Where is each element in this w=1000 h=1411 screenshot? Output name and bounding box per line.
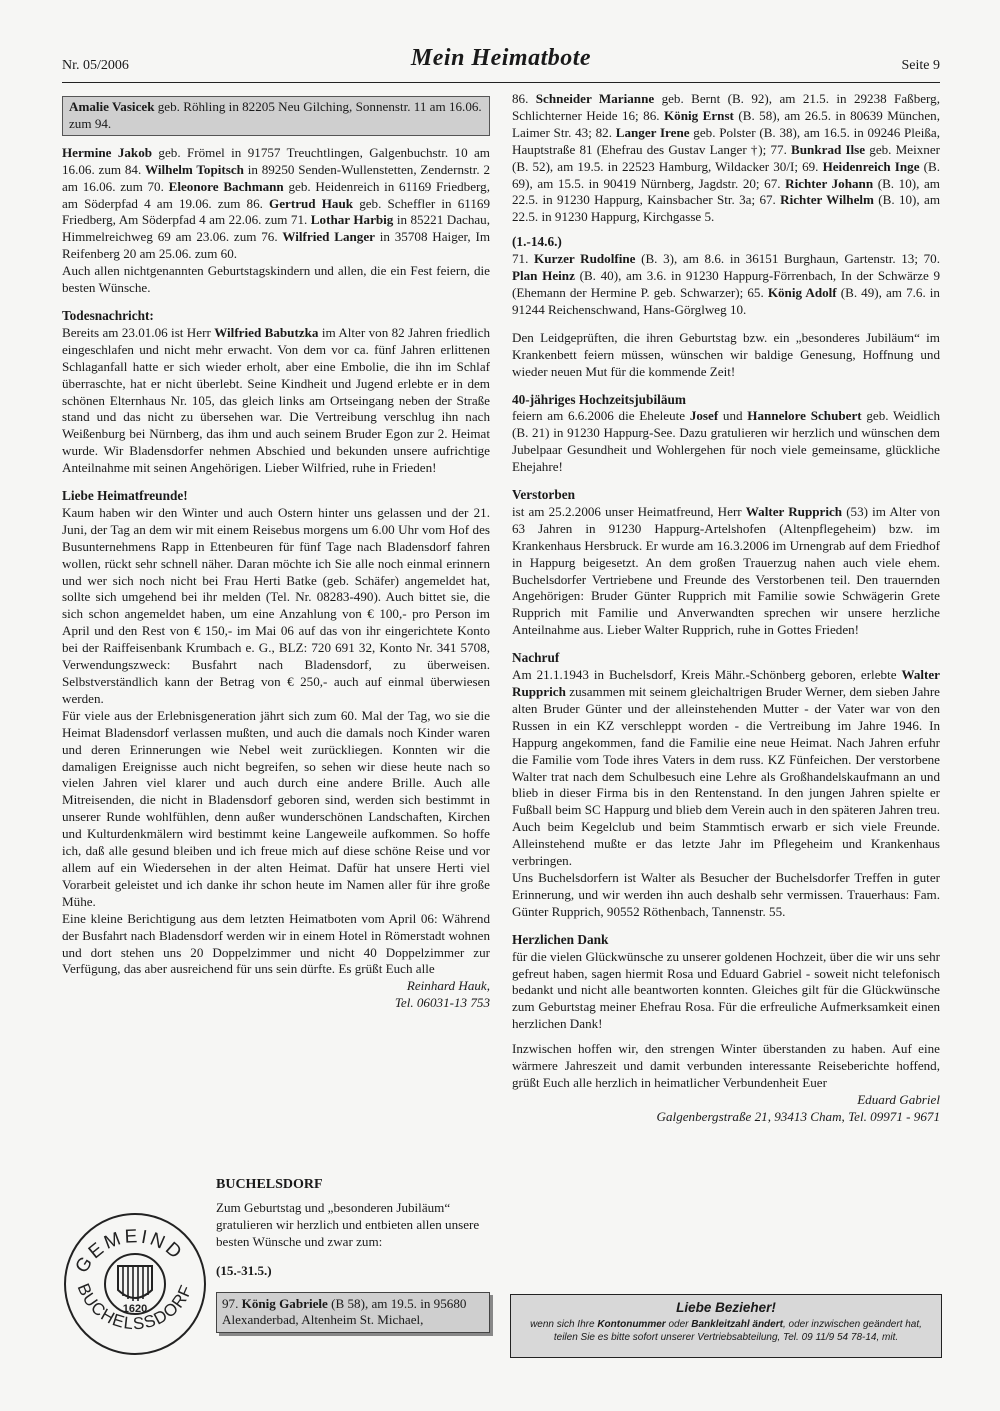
entry: geb. Scheffler in 61169 Friedberg, Am Söderpfad 4 am 22.06. zum 71. bbox=[62, 195, 490, 228]
signature-tel: Tel. 06031-13 753 bbox=[394, 995, 490, 1011]
t: (B. 10), am 22.5. in 91230 Happurg, Kirchgasse 5. bbox=[512, 192, 941, 225]
heading-verstorben: Verstorben bbox=[512, 487, 576, 503]
t: (B. 40), am 3.6. in 91230 Happurg-Förrenbach, In der Schwärze 9 (Ehemann der Hermine P. geb. Schwarzer); 65. bbox=[512, 268, 941, 300]
entry: in 89250 Senden-Wullenstetten, Zendernstr. 2 am 16.06. zum 70. bbox=[62, 161, 491, 194]
name: Kurzer Rudolfine bbox=[534, 251, 636, 267]
entry: geb. Heidenreich in 61169 Friedberg, am Söderpfad 4 am 19.06. zum 86. bbox=[62, 178, 490, 211]
hochzeitsjubilaeum-text bbox=[512, 408, 940, 476]
subscriber-notice-box bbox=[510, 1294, 942, 1358]
buchelsdorf-section bbox=[216, 1177, 490, 1333]
issue-number: Nr. 05/2006 bbox=[62, 58, 129, 73]
heading-todesnachricht: Todesnachricht: bbox=[62, 307, 154, 323]
date-range-2: (1.-14.6.) bbox=[512, 234, 562, 250]
heading-buchelsdorf: BUCHELSDORF bbox=[216, 1177, 323, 1192]
t: (B 58), am 19.5. in 95680 Alexanderbad, Altenheim St. Michael, bbox=[222, 1295, 467, 1328]
t: , oder inzwischen geändert hat, teilen Sie es bitte sofort unserer Vertriebsabteilung, Tel. 09 11/9 54 78-14, mit. bbox=[553, 1318, 922, 1343]
name: Plan Heinz bbox=[512, 268, 575, 284]
t: (B. 58), am 26.5. in 80639 München, Laimer Str. 43; 82. bbox=[512, 107, 940, 140]
left-column bbox=[62, 96, 490, 1012]
name-babutzka: Wilfried Babutzka bbox=[214, 324, 319, 340]
name: Hannelore Schubert bbox=[747, 408, 862, 424]
name: König Adolf bbox=[767, 284, 837, 300]
t: (B. 10), am 22.5. in 91230 Happurg, Kainsbacher Str. 3a; 67. bbox=[512, 175, 940, 208]
name: Josef bbox=[689, 408, 719, 424]
name: Wilhelm Topitsch bbox=[145, 161, 244, 177]
date-range-1: (15.-31.5.) bbox=[216, 1262, 272, 1278]
t: geb. Meixner (B. 52), am 19.5. in 22523 Hamburg, Wildacker 30/I; 69. bbox=[512, 141, 940, 174]
heimatfreunde-p2: Für viele aus der Erlebnisgeneration jährt sich zum 60. Mal der Tag, wo sie die Heimat Bladensdorf verlassen mußten, und auch die damals noch Kinder waren und deren Erinnerungen wie Nebel weit zurückliegen. Konnten wir die damaligen Ereignisse auch nicht begreifen, so sehen wir diese heute nach so vielen Jahren viel klarer und auch durch eine andere Brille. Auch alle Mitreisenden, die nicht in Bladensdorf geboren sind, werden sich bestimmt in unserer Runde wohlfühlen, denn außer wunderschönen Landschaften, Kirchen und Kulturdenkmälern wird bestimmt keine Langeweile aufkommen. So hoffe ich, daß alle gesund bleiben und ich freue mich auf diese schöne Reise und vor allem auf ein Wiedersehen in der alten Heimat. Dafür hat unsere Herti viel Vorarbeit geleistet und ich danke ihr schon heute im Namen aller für ihre große Mühe. bbox=[62, 707, 490, 909]
name: Bunkrad Ilse bbox=[791, 141, 866, 157]
name-vasicek: Amalie Vasicek bbox=[69, 99, 155, 114]
t: (B. 3), am 8.6. in 36151 Burghaun, Gartenstr. 13; 70. bbox=[635, 251, 940, 267]
entry: in 85221 Dachau, Himmelreichweg 69 am 23.06. zum 76. bbox=[62, 212, 490, 245]
nachruf-text-2: Uns Buchelsdorfern ist Walter als Besucher der Buchelsdorfer Treffen in guter Erinnerung, und wir werden ihn auch deshalb sehr vermissen. Trauerhaus: Fam. Günter Rupprich, 90552 Röthenbach, Tannenstr. 55. bbox=[512, 869, 940, 919]
seal-year: 1620 bbox=[122, 1303, 148, 1315]
t: wenn sich Ihre bbox=[530, 1318, 598, 1330]
leidgepruefte-text: Den Leidgeprüften, die ihren Geburtstag bzw. ein „besonderes Jubiläum“ im Krankenbett feiern müssen, wünschen wir baldige Genesung, Hoffnung und wieder neuen Mut für die kommende Zeit! bbox=[512, 329, 940, 379]
birthday-list-left bbox=[62, 145, 490, 263]
gemeinde-seal-image bbox=[62, 1208, 208, 1358]
highlight-box-vasicek bbox=[62, 96, 490, 136]
buchelsdorf-intro: Zum Geburtstag und „besonderen Jubiläum“ gratulieren wir herzlich und entbieten allen unsere besten Wünsche und zwar zum: bbox=[216, 1199, 480, 1249]
nachruf-text bbox=[512, 667, 940, 870]
heading-nachruf: Nachruf bbox=[512, 650, 560, 666]
entry: in 35708 Haiger, Im Reifenberg 20 am 25.06. zum 60. bbox=[62, 229, 491, 262]
t: geb. Polster (B. 38), am 16.5. in 09246 Pleißa, Hauptstraße 81 (Ehefrau des Gustav Langer †); 77. bbox=[512, 124, 940, 157]
name-rupprich: Walter Rupprich bbox=[512, 667, 940, 699]
t: 71. bbox=[512, 251, 535, 267]
heading-hochzeitsjubilaeum: 40-jähriges Hochzeitsjubiläum bbox=[512, 391, 686, 407]
signature-gabriel: Eduard Gabriel bbox=[857, 1091, 940, 1107]
name-koenig-gabriele: König Gabriele bbox=[241, 1295, 328, 1311]
t: geb. Bernt (B. 92), am 21.5. in 29238 Faßberg, Schlichterner Heide 16; 86. bbox=[512, 91, 941, 123]
header-rule bbox=[62, 82, 940, 83]
page-header bbox=[62, 45, 940, 82]
verstorben-text bbox=[512, 504, 940, 639]
t: (53) im Alter von 63 Jahren in 91230 Happurg-Artelshofen (Altenpflegeheim) bzw. im Krankenhaus Hersbruck. Er wurde am 16.3.2006 im Urnengrab auf dem Friedhof in Happurg beigesetzt. An dem großen Trauerzug nahen auch viele ehem. Buchelsdorfer Vertriebene und Freunde des Verstorbenen teil. Den trauernden Angehörigen: Bruder Günter Rupprich mit Familie sowie Schwägerin Grete Rupprich mit Familie und Anverwandten sprechen wir unsere herzliche Anteilnahme aus. Lieber Walter Rupprich, ruhe in Gottes Frieden! bbox=[512, 503, 941, 638]
name: Eleonore Bachmann bbox=[168, 178, 284, 194]
name: König Ernst bbox=[663, 107, 734, 123]
seal-top-text: GEMEIND bbox=[71, 1226, 188, 1278]
heading-liebe-heimatfreunde: Liebe Heimatfreunde! bbox=[62, 488, 188, 504]
closing-text: Inzwischen hoffen wir, den strengen Winter überstanden zu haben. Auf eine wärmere Jahreszeit und damit verbunden interessante Reiseberichte hoffend, grüßt Euch alle herzlich in heimatlicher Verbundenheit Euer bbox=[512, 1041, 940, 1090]
notice-text bbox=[511, 1317, 941, 1344]
name: Langer Irene bbox=[615, 124, 690, 140]
t: geb. Weidlich (B. 21) in 91230 Happurg-See. Dazu gratulieren wir herzlich und wünschen dem Jubelpaar Gesundheit und Wohlergehen für noch viele gemeinsame, glückliche Ehejahre! bbox=[512, 408, 940, 475]
highlight-box-koenig bbox=[216, 1292, 490, 1334]
notice-title: Liebe Bezieher! bbox=[676, 1300, 776, 1315]
heimatfreunde-p1: Kaum haben wir den Winter und auch Ostern hinter uns gelassen und der 21. Juni, der Tag an dem wir mit einem Reisebus morgens um 6.00 Uhr vom Hof des Busunternehmens Rapp in Ettenbeuren für fünf Tage nach Bladensdorf fahren wollen, rückt sehr schnell näher. Daran möchte ich Sie alle noch einmal erinnern und wer sich noch nicht bei Frau Herti Batke (geb. Schäfer) angemeldet hat, sollte sich umgehend bei ihr melden (Tel. Nr. 08283-490). Auch bittet sie, die sich schon angemeldet haben, um eine Anzahlung von € 100,- pro Person im April und den Rest von € 150,- im Mai 06 auf das von ihr eingerichtete Konto bei der Raiffeisenbank Krumbach e. G., BLZ: 720 691 32, Konto Nr. 341 5708, Verwendungszweck: Busfahrt nach Bladensdorf, zu überweisen. Selbstverständlich kann der Betrag von € 250,- auch auf einmal überwiesen werden. bbox=[62, 504, 490, 706]
t: (B. 49), am 7.6. in 91244 Reichenschwand, Hans-Görglweg 10. bbox=[512, 284, 940, 317]
t: Bereits am 23.01.06 ist Herr bbox=[62, 324, 215, 340]
t: Bankleitzahl ändert bbox=[691, 1318, 783, 1330]
t: und bbox=[718, 408, 748, 424]
t: (B. 69), am 15.5. in 90419 Nürnberg, Jagdstr. 20; 67. bbox=[512, 158, 940, 191]
t: oder bbox=[665, 1318, 692, 1330]
name-rupprich: Walter Rupprich bbox=[745, 503, 843, 519]
page-number: Seite 9 bbox=[901, 58, 940, 73]
heimatfreunde-p3: Eine kleine Berichtigung aus dem letzten Heimatboten vom April 06: Während der Busfahrt nach Bladensdorf werden wir in einem Hotel in Römerstadt wohnen und dort stehen uns 20 Doppelzimmer und nicht 40 Doppelzimmer zur Verfügung, das aber ausreichend für uns sein dürfte. Es grüßt Euch alle bbox=[62, 910, 490, 977]
name: Richter Wilhelm bbox=[780, 192, 874, 208]
signature-hauk: Reinhard Hauk, bbox=[406, 978, 490, 994]
birthday-list-june bbox=[512, 251, 940, 319]
name: Gertrud Hauk bbox=[269, 195, 354, 211]
t: 97. bbox=[222, 1295, 242, 1311]
birthday-list-right bbox=[512, 91, 940, 226]
t: Kontonummer bbox=[597, 1318, 666, 1330]
heading-herzlichen-dank: Herzlichen Dank bbox=[512, 931, 609, 947]
masthead-logo: Mein Heimatbote bbox=[410, 45, 592, 71]
dank-text: für die vielen Glückwünsche zu unserer goldenen Hochzeit, über die wir uns sehr gefreut haben, sagen hiermit Rosa und Eduard Gabriel - soweit nicht telefonisch bedankt und nicht alle beantworten konnten. Gleiches gilt für die Glückwünsche zum Geburtstag meiner Ehefrau Rosa. Für die erfreuliche Aufmerksamkeit einen herzlichen Dank! bbox=[512, 948, 940, 1032]
t: 86. bbox=[512, 91, 536, 106]
t: zusammen mit seinem gleichaltrigen Bruder Werner, dem sieben Jahre alten Bruder Günter und der alleinstehenden Mutter - der Vater war von den Russen in ein KZ verschleppt worden - die Vertreibung im Jahre 1946. In Happurg angekommen, fand die Familie eine neue Heimat. Nach Jahren erfuhr die Familie vom Tode ihres Vaters in dem russ. KZ Fünfeichen. Der verstorbene Walter trat nach dem Schulbesuch eine Lehre als Großhandelskaufmann an und blieb in dieser Firma bis in den Rentenstand. In den jungen Jahren spielte er Fußball beim SC Happurg und blieb dem Verein auch in den späteren Jahren treu. Auch beim Kegelclub und beim Stammtisch erwarb er sich viele Freunde. Alleinstehend mußte er das letzte Jahr im Pflegeheim und Krankenhaus verbringen. bbox=[512, 684, 940, 869]
signature-address: Galgenbergstraße 21, 93413 Cham, Tel. 09971 - 9671 bbox=[656, 1108, 940, 1124]
right-column bbox=[512, 91, 940, 1126]
t: Am 21.1.1943 in Buchelsdorf, Kreis Mähr.-Schönberg geboren, erlebte bbox=[512, 667, 902, 683]
t: feiern am 6.6.2006 die Eheleute bbox=[512, 408, 690, 424]
wishes-paragraph: Auch allen nichtgenannten Geburtstagskindern und allen, die ein Fest feiern, die besten Wünsche. bbox=[62, 263, 490, 296]
name: Hermine Jakob bbox=[62, 144, 153, 160]
name: Schneider Marianne bbox=[535, 91, 655, 106]
seal-bottom-text: BUCHELSSDORF bbox=[73, 1280, 197, 1334]
todesnachricht-text bbox=[62, 325, 490, 477]
name: Heidenreich Inge bbox=[822, 158, 920, 174]
vasicek-text: geb. Röhling in 82205 Neu Gilching, Sonnenstr. 11 am 16.06. zum 94. bbox=[69, 99, 482, 131]
name: Lothar Harbig bbox=[310, 212, 394, 228]
entry: geb. Frömel in 91757 Treuchtlingen, Galgenbuchstr. 10 am 16.06. zum 84. bbox=[62, 144, 490, 177]
t: ist am 25.2.2006 unser Heimatfreund, Herr bbox=[512, 503, 746, 519]
name: Richter Johann bbox=[785, 175, 874, 191]
name: Wilfried Langer bbox=[282, 229, 375, 245]
t: im Alter von 82 Jahren friedlich eingeschlafen und nicht mehr erwacht. Von dem vor ca. fünf Jahren erlittenen Schlaganfall hatte er sich wieder erholt, aber eine Embolie, die ihn im Schlaf überraschte, hat er nicht überlebt. Seine Kindheit und Jugend erlebte er in dem schönen Elternhaus Nr. 105, das gleich links am Ortseingang neben der Straße stand und das nicht zu übersehen war. Die Vertreibung verschlug ihn nach Weißenburg bei Nürnberg, das ihm und auch seinem Bruder Egon zur 2. Heimat wurde. Wir Bladensdorfer nehmen Abschied und bekunden unsere aufrichtige Anteilnahme mit seinen Angehörigen. Lieber Wilfried, ruhe in Frieden! bbox=[62, 324, 491, 476]
